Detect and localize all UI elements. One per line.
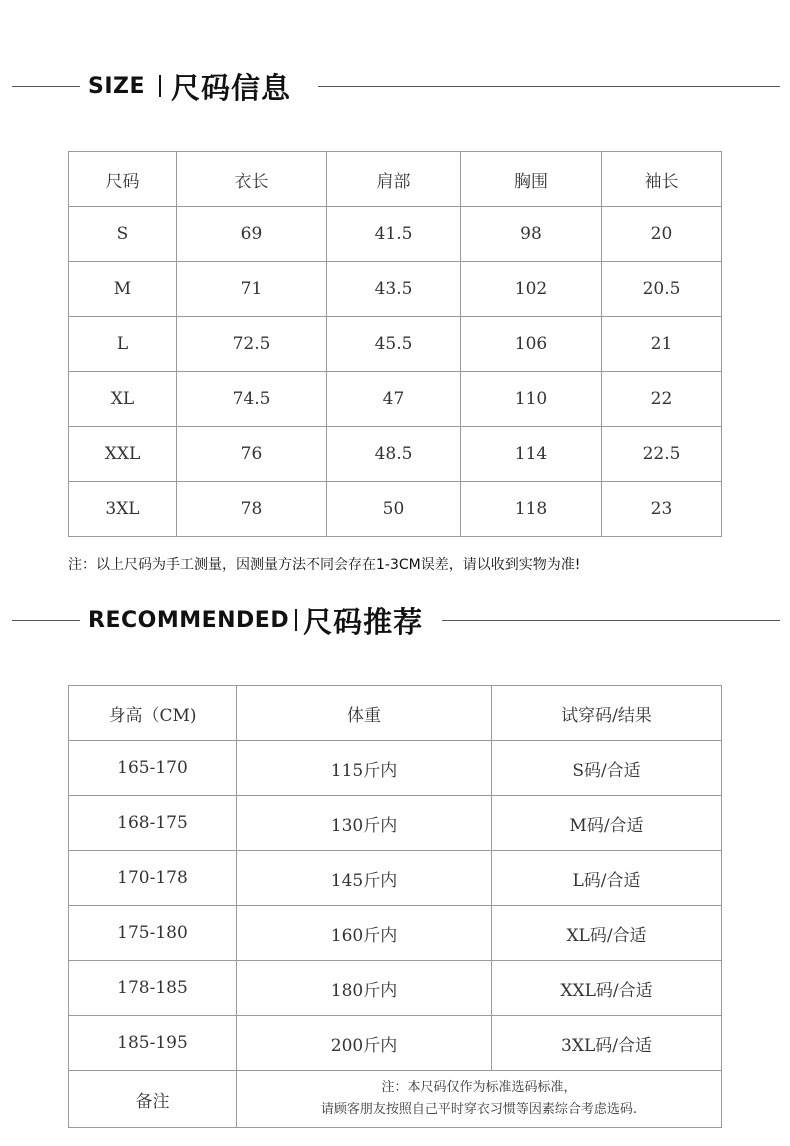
size-title-en: SIZE xyxy=(88,73,146,99)
table-row xyxy=(69,851,722,906)
size-title-zh: 尺码信息 xyxy=(171,70,292,105)
weight-cell: 130斤内 xyxy=(237,796,492,851)
size-cell: XXL xyxy=(69,427,177,482)
size-cell: 110 xyxy=(461,372,602,427)
size-section-title xyxy=(88,66,291,106)
recommended-header-cell: 体重 xyxy=(237,686,492,741)
size-cell: 118 xyxy=(461,482,602,537)
header-rule-left xyxy=(12,620,80,621)
size-table-header-row xyxy=(69,152,722,207)
height-cell: 170-178 xyxy=(69,851,237,906)
recommended-title-en: RECOMMENDED xyxy=(88,607,290,633)
recommended-title-zh: 尺码推荐 xyxy=(303,604,424,639)
size-cell: 20 xyxy=(602,207,722,262)
size-table xyxy=(68,151,722,537)
fit-cell: L码/合适 xyxy=(492,851,722,906)
recommended-section-header xyxy=(0,600,790,640)
size-header-cell: 衣长 xyxy=(177,152,327,207)
title-separator xyxy=(295,609,297,631)
size-cell: 69 xyxy=(177,207,327,262)
weight-cell: 180斤内 xyxy=(237,961,492,1016)
size-cell: 102 xyxy=(461,262,602,317)
remark-line: 请顾客朋友按照自己平时穿衣习惯等因素综合考虑选码. xyxy=(320,1102,638,1117)
weight-cell: 160斤内 xyxy=(237,906,492,961)
weight-cell: 145斤内 xyxy=(237,851,492,906)
size-cell: 41.5 xyxy=(327,207,461,262)
size-cell: 3XL xyxy=(69,482,177,537)
size-cell: 21 xyxy=(602,317,722,372)
fit-cell: XXL码/合适 xyxy=(492,961,722,1016)
height-cell: 168-175 xyxy=(69,796,237,851)
size-cell: 23 xyxy=(602,482,722,537)
size-cell: 76 xyxy=(177,427,327,482)
recommended-table-header-row xyxy=(69,686,722,741)
size-cell: 48.5 xyxy=(327,427,461,482)
size-header-cell: 肩部 xyxy=(327,152,461,207)
size-header-cell: 袖长 xyxy=(602,152,722,207)
size-cell: S xyxy=(69,207,177,262)
title-separator xyxy=(159,75,161,97)
header-rule-right xyxy=(318,86,780,87)
header-rule-left xyxy=(12,86,80,87)
size-cell: 50 xyxy=(327,482,461,537)
size-cell: 45.5 xyxy=(327,317,461,372)
size-cell: 71 xyxy=(177,262,327,317)
table-row xyxy=(69,1016,722,1071)
size-cell: 106 xyxy=(461,317,602,372)
weight-cell: 115斤内 xyxy=(237,741,492,796)
size-cell: L xyxy=(69,317,177,372)
size-cell: 47 xyxy=(327,372,461,427)
header-rule-right xyxy=(442,620,780,621)
height-cell: 178-185 xyxy=(69,961,237,1016)
fit-cell: XL码/合适 xyxy=(492,906,722,961)
recommended-section-title xyxy=(88,600,423,640)
table-row xyxy=(69,427,722,482)
size-header-cell: 尺码 xyxy=(69,152,177,207)
size-cell: 78 xyxy=(177,482,327,537)
fit-cell: 3XL码/合适 xyxy=(492,1016,722,1071)
table-row xyxy=(69,207,722,262)
size-section-header xyxy=(0,66,790,106)
size-cell: 98 xyxy=(461,207,602,262)
height-cell: 185-195 xyxy=(69,1016,237,1071)
fit-cell: M码/合适 xyxy=(492,796,722,851)
table-row xyxy=(69,317,722,372)
size-cell: 22.5 xyxy=(602,427,722,482)
size-cell: 74.5 xyxy=(177,372,327,427)
table-row xyxy=(69,796,722,851)
size-cell: XL xyxy=(69,372,177,427)
size-header-cell: 胸围 xyxy=(461,152,602,207)
size-cell: 20.5 xyxy=(602,262,722,317)
recommended-header-cell: 身高（CM) xyxy=(69,686,237,741)
table-row xyxy=(69,372,722,427)
table-row xyxy=(69,741,722,796)
measurement-note: 注：以上尺码为手工测量，因测量方法不同会存在1-3CM误差，请以收到实物为准! xyxy=(68,557,581,573)
remark-row xyxy=(69,1071,722,1128)
size-cell: 114 xyxy=(461,427,602,482)
weight-cell: 200斤内 xyxy=(237,1016,492,1071)
height-cell: 165-170 xyxy=(69,741,237,796)
table-row xyxy=(69,906,722,961)
remark-text xyxy=(237,1071,722,1128)
size-cell: 72.5 xyxy=(177,317,327,372)
size-cell: M xyxy=(69,262,177,317)
table-row xyxy=(69,482,722,537)
remark-line: 注：本尺码仅作为标准选码标准， xyxy=(381,1080,577,1095)
table-row xyxy=(69,262,722,317)
height-cell: 175-180 xyxy=(69,906,237,961)
recommended-table xyxy=(68,685,722,1128)
size-cell: 22 xyxy=(602,372,722,427)
size-cell: 43.5 xyxy=(327,262,461,317)
table-row xyxy=(69,961,722,1016)
recommended-header-cell: 试穿码/结果 xyxy=(492,686,722,741)
fit-cell: S码/合适 xyxy=(492,741,722,796)
remark-label: 备注 xyxy=(69,1071,237,1128)
